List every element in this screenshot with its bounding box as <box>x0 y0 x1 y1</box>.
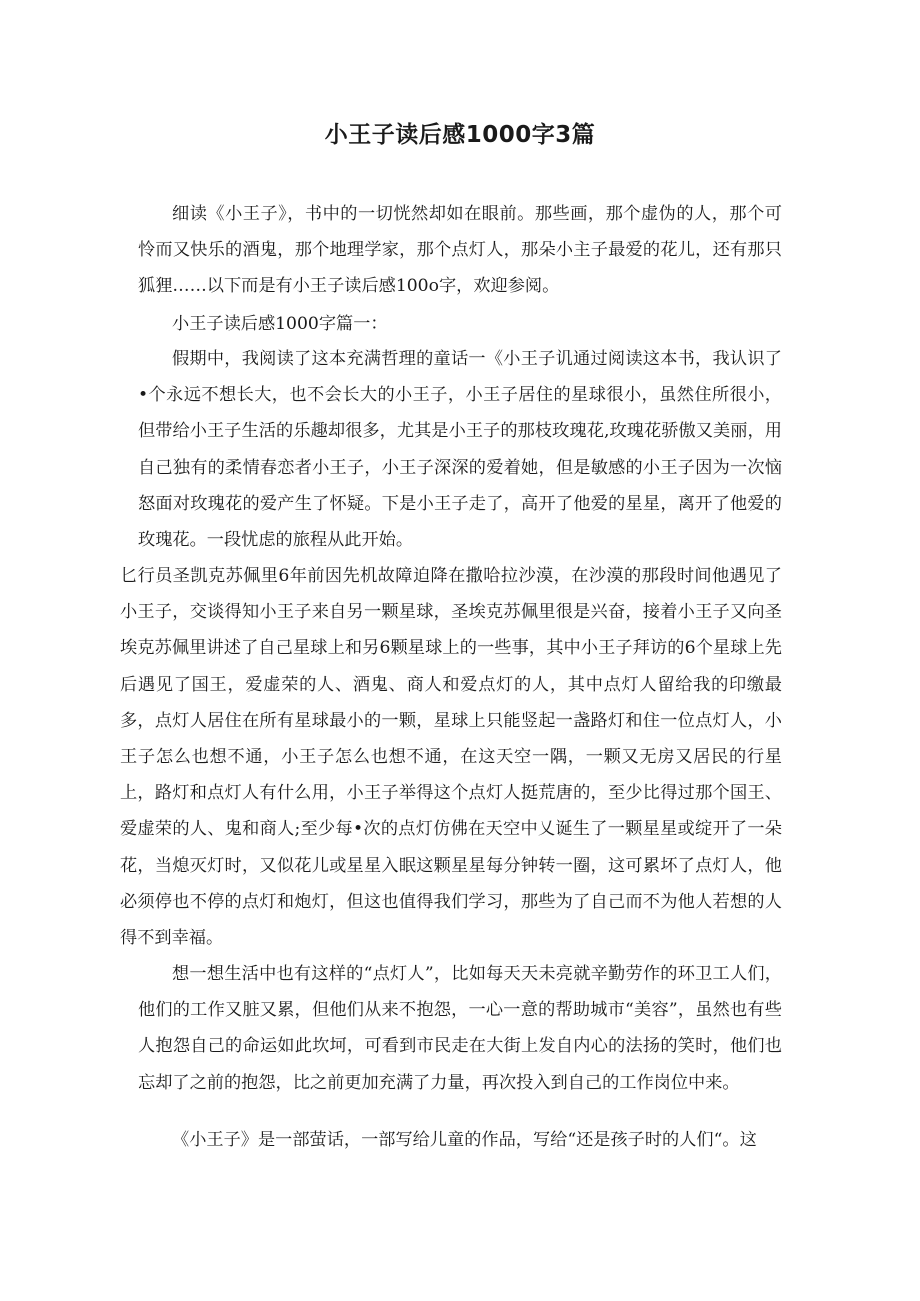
document-title: 小王子读后感1000字3篇 <box>324 122 596 148</box>
body-paragraph: 想一想生活中也有这样的“点灯人”，比如每天天未亮就辛勤劳作的环卫工人们，他们的工作又脏又累，但他们从来不抱怨，一心一意的帮助城市“美容”，虽然也有些人抱怨自己的命运如此坎坷，可看到市民走在大街上发自内心的法扬的笑时，他们也忘却了之前的抱怨，比之前更加充满了力量，再次投入到自己的工作岗位中来。 <box>138 964 782 1093</box>
intro-paragraph: 细读《小王子》，书中的一切恍然却如在眼前。那些画，那个虚伪的人，那个可怜而又快乐的酒鬼，那个地理学家，那个点灯人，那朵小主子最爱的花儿，还有那只狐狸……以下而是有小王子读后感100o字，欢迎参阅。 <box>138 204 782 297</box>
body-paragraph: 假期中，我阅读了这本充满哲理的童话一《小王子讥通过阅读这本书，我认识了•个永远不想长大，也不会长大的小王子，小王子居住的星球很小，虽然住所很小，但带给小王子生活的乐趣却很多，尤其是小王子的那枝玫瑰花,玫瑰花骄傲又美丽，用自己独有的柔情春恋者小王子，小王子深深的爱着她，但是敏感的小王子因为一次恼怒面对玫瑰花的爱产生了怀疑。下是小王子走了，高开了他爱的星星，离开了他爱的玫瑰花。一段忧虑的旅程从此开始。 <box>138 349 782 551</box>
body-paragraph: 匕行员圣凯克苏佩里6年前因先机故障迫降在撒哈拉沙漠，在沙漠的那段时间他遇见了小王子，交谈得知小王子来自另一颗星球，圣埃克苏佩里很是兴奋，接着小王子又向圣埃克苏佩里讲述了自己星球上和另6颗星球上的一些事，其中小王子拜访的6个星球上先后遇见了国王，爱虚荣的人、酒鬼、商人和爱点灯的人，其中点灯人留给我的印缴最多，点灯人居住在所有星球最小的一颗，星球上只能竖起一盏路灯和住一位点灯人，小王子怎么也想不通，小王子怎么也想不通，在这天空一隅，一颗又无房又居民的行星上，路灯和点灯人有什么用，小王子举得这个点灯人挺荒唐的，至少比得过那个国王、爱虚荣的人、鬼和商人;至少每•次的点灯仿佛在天空中乂诞生了一颗星星或绽开了一朵花，当熄灭灯时，又似花儿或星星入眠这颗星星每分钟转一圈，这可累坏了点灯人，他必须停也不停的点灯和炮灯，但这也值得我们学习，那些为了自己而不为他人若想的人得不到幸福。 <box>120 566 782 949</box>
body-paragraph: 《小王子》是一部萤话，一部写给儿童的作品，写给“还是孩子时的人们“。这 <box>172 1130 757 1150</box>
section-heading: 小王子读后感1000字篇一： <box>172 314 388 334</box>
